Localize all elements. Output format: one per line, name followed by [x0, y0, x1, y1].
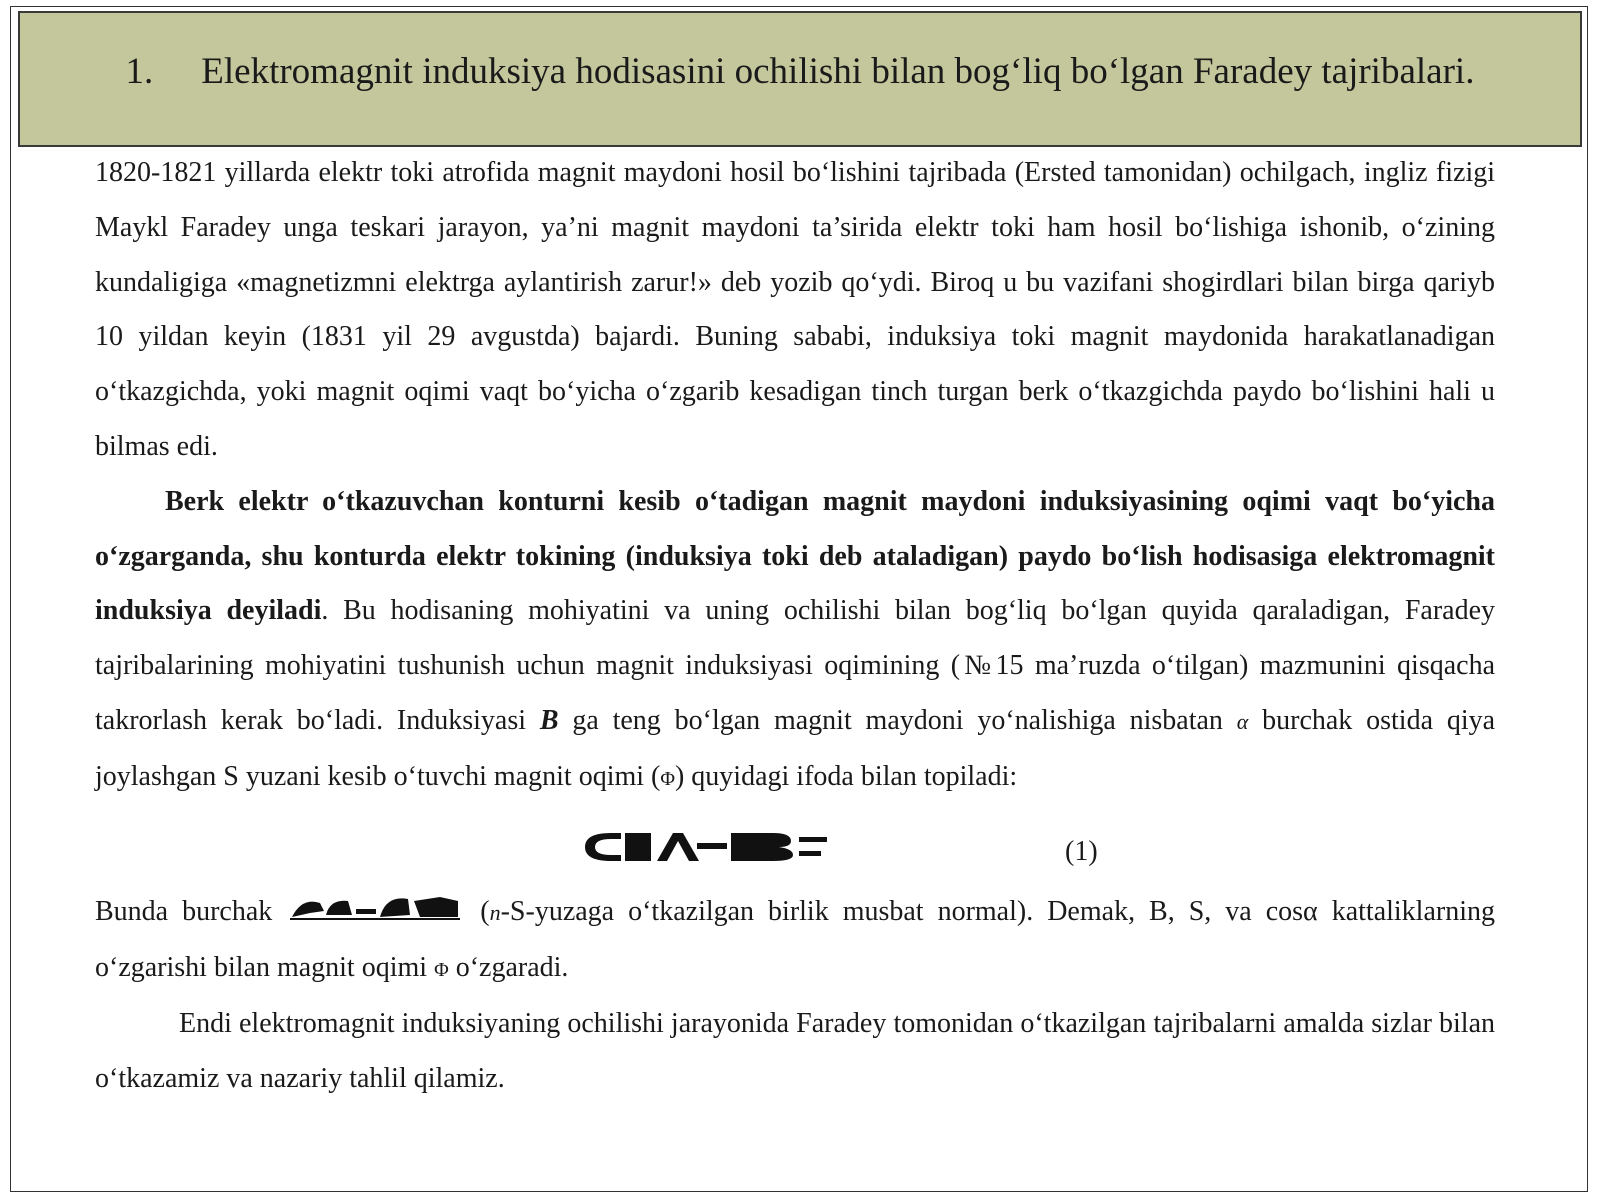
- paragraph-history: 1820-1821 yillarda elektr toki atrofida magnit maydoni hosil bo‘lishini tajribada (Ersted tamonidan) ochilgach, ingliz fizigi Maykl Faradey unga teskari jarayon, ya’ni magnit maydoni ta’sirida elektr toki ham hosil bo‘lishiga ishonib, o‘zining kundaligiga «magnetizmni elektrga aylantirish zarur!» deb yozib qo‘ydi. Biroq u bu vazifani shogirdlari bilan birga qariyb 10 yildan keyin (1831 yil 29 avgustda) bajardi. Buning sababi, induksiya toki magnit maydonida harakatlanadigan o‘tkazgichda, yoki magnit oqimi vaqt bo‘yicha o‘zgarib kesadigan tinch turgan berk o‘tkazgichda paydo bo‘lishini hali u bilmas edi.: [95, 157, 1495, 462]
- title-banner: [18, 11, 1582, 147]
- angle-text-a: Bunda burchak: [95, 895, 273, 927]
- paragraph-definition: [95, 475, 1495, 807]
- document-body: [95, 146, 1495, 1107]
- equation-line: [95, 815, 1495, 879]
- definition-continuation-d: ) quyidagi ifoda bilan topiladi:: [674, 760, 1018, 792]
- angle-text-c: -S-yuzaga o‘tkazilgan birlik musbat normal). Demak, B, S, va cosα kattaliklarning o‘zgarishi bilan magnit oqimi: [95, 895, 1495, 983]
- equation-image: [581, 829, 831, 865]
- title-text: Elektromagnit induksiya hodisasini ochilishi bilan bog‘liq bo‘lgan Faradey tajribalari.: [201, 51, 1475, 92]
- angle-formula-glyphs: [290, 893, 462, 921]
- paragraph-angle: [95, 885, 1495, 998]
- page-title: [20, 47, 1580, 97]
- symbol-n: n: [489, 899, 501, 925]
- angle-text-b: (: [480, 895, 490, 927]
- definition-continuation-b: ga teng bo‘lgan magnit maydoni yo‘nalishiga nisbatan: [572, 704, 1223, 736]
- angle-formula-image: [290, 886, 462, 941]
- symbol-b: B: [539, 704, 559, 736]
- definition-continuation-c: burchak ostida qiya joylashgan S yuzani kesib o‘tuvchi magnit oqimi (: [95, 704, 1496, 792]
- definition-continuation-a: . Bu hodisaning mohiyatini va uning ochilishi bilan bog‘liq bo‘lgan quyida qaraladigan, Faradey tajribalarining mohiyatini tushunish uchun magnit induksiyasi oqimining (№15 ma’ruzda o‘tilgan) mazmunini qisqacha takrorlash kerak bo‘ladi. Induksiyasi: [95, 595, 1495, 736]
- symbol-phi: Φ: [660, 767, 675, 790]
- title-number: 1.: [125, 51, 154, 92]
- definition-bold-text: Berk elektr o‘tkazuvchan konturni kesib o‘tadigan magnit maydoni induksiyasining oqimi vaqt bo‘yicha o‘zgarganda, shu konturda elektr tokining (induksiya toki deb ataladigan) paydo bo‘lish hodisasiga elektromagnit induksiya deyiladi: [95, 485, 1495, 627]
- symbol-alpha: α: [1236, 708, 1249, 734]
- equation-number: (1): [1065, 835, 1098, 867]
- angle-text-d: o‘zgaradi.: [455, 951, 569, 983]
- paragraph-closing: Endi elektromagnit induksiyaning ochilishi jarayonida Faradey tomonidan o‘tkazilgan tajribalarni amalda sizlar bilan o‘tkazamiz va nazariy tahlil qilamiz.: [95, 1008, 1495, 1095]
- symbol-phi-2: Φ: [434, 958, 449, 981]
